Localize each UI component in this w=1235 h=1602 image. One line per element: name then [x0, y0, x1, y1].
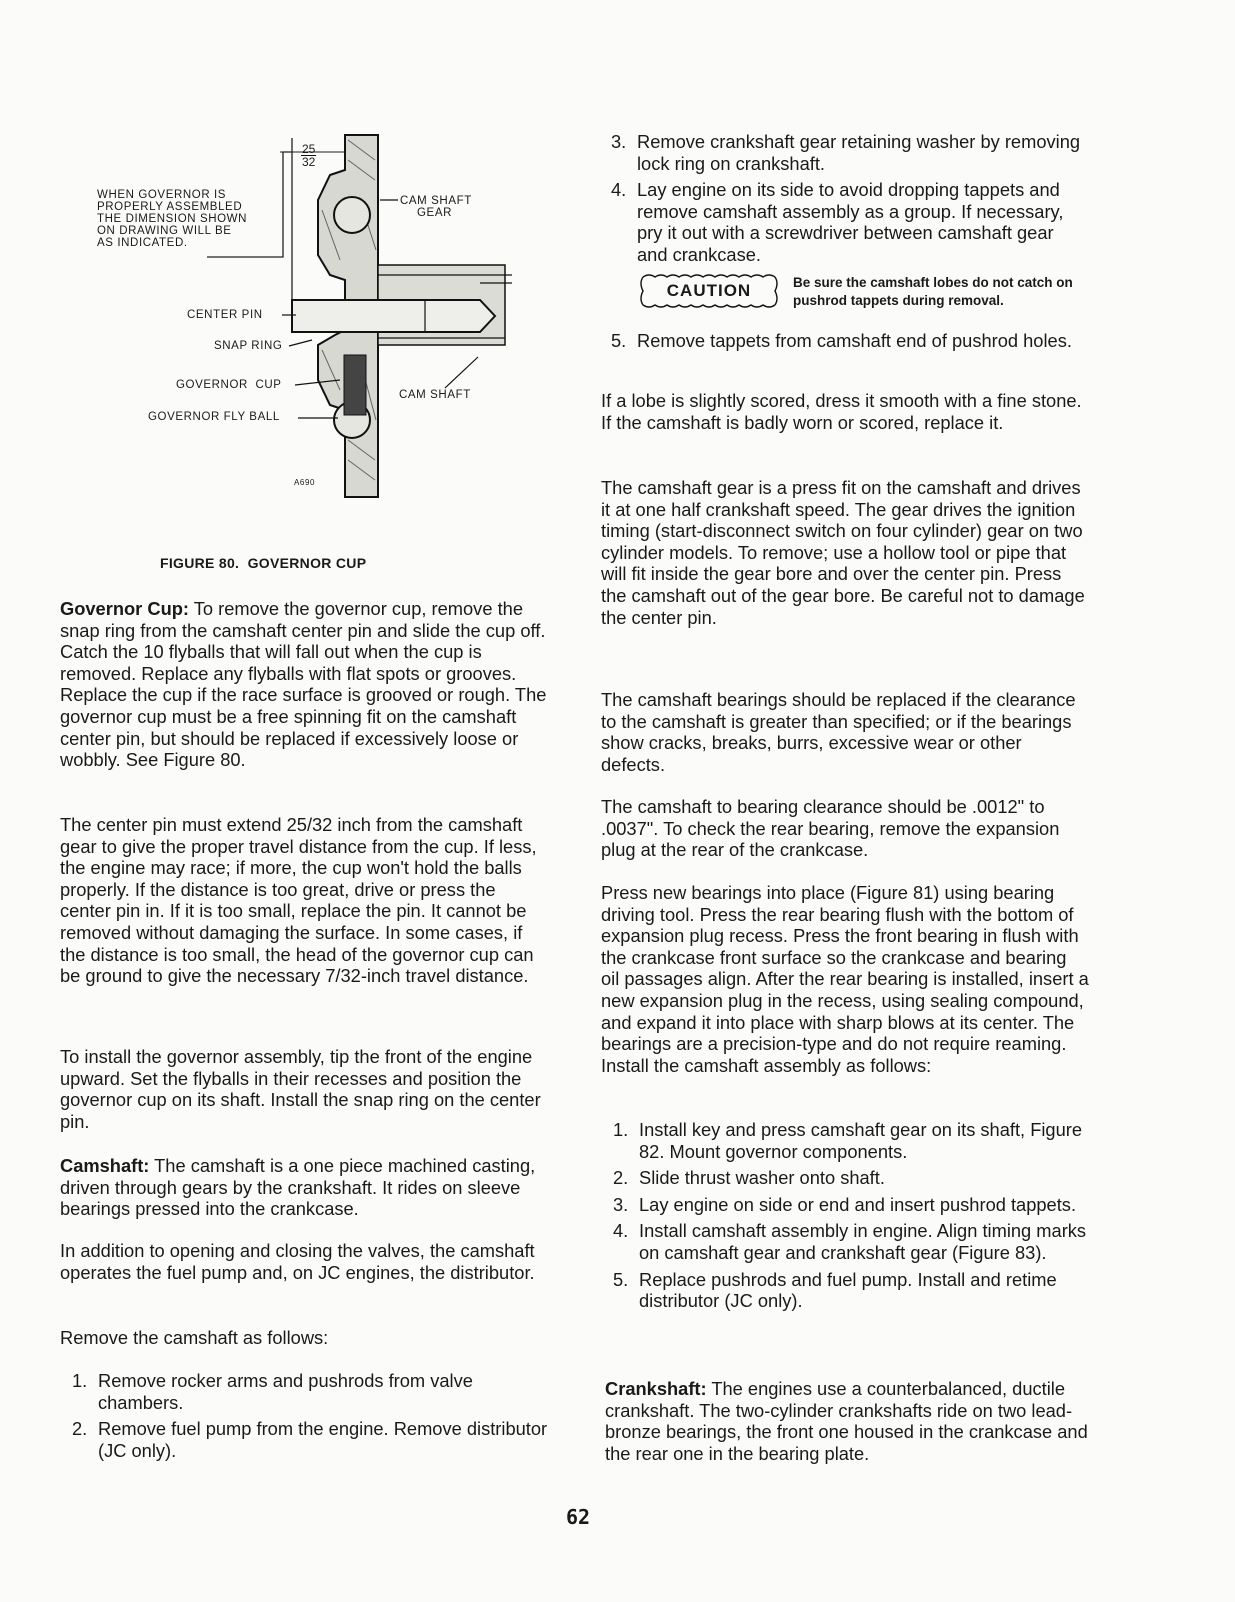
governor-cup-paragraph	[60, 598, 548, 771]
list-item	[601, 1194, 1091, 1216]
list-item	[601, 1220, 1091, 1263]
press-bearings-paragraph: Press new bearings into place (Figure 81) using bearing driving tool. Press the rear bearing flush with the bottom of expansion plug recess. Press the front bearing in flush with the crankcase front surface so the crankcase and bearing oil passages align. After the rear bearing is installed, insert a new expansion plug in the recess, using sealing compound, and expand it into place with sharp blows at its center. The bearings are a precision-type and do not require reaming. Install the camshaft assembly as follows:	[601, 882, 1089, 1076]
figure-note-line: ON DRAWING WILL BE	[97, 225, 232, 237]
governor-cup-heading: Governor Cup:	[60, 598, 189, 619]
crankshaft-heading: Crankshaft:	[605, 1378, 707, 1399]
list-item-text: Install camshaft assembly in engine. Align timing marks on camshaft gear and crankshaft gear (Figure 83).	[639, 1220, 1087, 1263]
list-item	[601, 1167, 1091, 1189]
list-item-number: 3.	[611, 131, 627, 152]
label-cam-shaft-gear-line2: GEAR	[417, 207, 452, 219]
remove-steps-cont-list	[599, 131, 1089, 271]
list-item-text: Install key and press camshaft gear on its shaft, Figure 82. Mount governor components.	[639, 1119, 1083, 1162]
dimension-numerator: 25	[302, 142, 316, 156]
center-pin-paragraph: The center pin must extend 25/32 inch from the camshaft gear to give the proper travel distance from the cup. If less, the engine may race; if more, the cup won't hold the balls properly. If the distance is too great, drive or press the center pin in. If it is too small, replace the pin. It cannot be removed without damaging the surface. In some cases, if the distance is too small, the head of the governor cup can be ground to give the necessary 7/32-inch travel distance.	[60, 814, 537, 987]
label-cam-shaft: CAM SHAFT	[399, 389, 471, 401]
list-item	[601, 1269, 1091, 1312]
list-item-text: Replace pushrods and fuel pump. Install and retime distributor (JC only).	[639, 1268, 1057, 1312]
caution-badge	[639, 273, 779, 309]
caution-label: CAUTION	[666, 281, 752, 300]
figure-ref-code: A690	[294, 478, 316, 487]
camshaft-paragraph	[60, 1155, 548, 1220]
center-pin-shape	[292, 300, 495, 332]
clearance-paragraph: The camshaft to bearing clearance should be .0012" to .0037". To check the rear bearing, remove the expansion plug at the rear of the crankcase.	[601, 796, 1060, 861]
list-item	[599, 330, 1089, 352]
crankshaft-text: The engines use a counterbalanced, ductile crankshaft. The two-cylinder crankshafts ride on two lead-bronze bearings, the front one housed in the crankcase and the rear one in the bearing plate.	[605, 1378, 1088, 1464]
lobe-paragraph: If a lobe is slightly scored, dress it smooth with a fine stone. If the camshaft is badly worn or scored, replace it.	[601, 390, 1082, 433]
list-item-text: Remove crankshaft gear retaining washer by removing lock ring on crankshaft.	[637, 131, 1081, 174]
list-item-number: 4.	[611, 179, 627, 201]
crankshaft-paragraph	[605, 1378, 1089, 1464]
governor-cup-shape	[344, 355, 366, 415]
bearings-paragraph: The camshaft bearings should be replaced if the clearance to the camshaft is greater than specified; or if the bearings show cracks, breaks, burrs, excessive wear or other defects.	[601, 689, 1076, 775]
addition-paragraph: In addition to opening and closing the valves, the camshaft operates the fuel pump and, on JC engines, the distributor.	[60, 1240, 535, 1283]
list-item-number: 5.	[611, 330, 627, 351]
list-item-text: Slide thrust washer onto shaft.	[639, 1167, 885, 1189]
list-item-text: Remove tappets from camshaft end of pushrod holes.	[637, 330, 1072, 351]
list-item-number: 1.	[613, 1119, 629, 1140]
list-item	[599, 131, 1089, 174]
list-item-text: Remove rocker arms and pushrods from valve chambers.	[98, 1370, 473, 1413]
list-item-text: Lay engine on side or end and insert pushrod tappets.	[639, 1193, 1077, 1215]
list-item-number: 4.	[613, 1220, 629, 1242]
camshaft-gear-paragraph: The camshaft gear is a press fit on the camshaft and drives it at one half crankshaft speed. The gear drives the ignition timing (start-disconnect switch on four cylinder) gear on two cylinder models. To remove; use a hollow tool or pipe that will fit inside the gear bore and over the center pin. Press the camshaft out of the gear bore. Be careful not to damage the center pin.	[601, 477, 1085, 628]
label-governor-cup: GOVERNOR CUP	[176, 379, 282, 391]
governor-cup-drawing	[0, 0, 560, 520]
camshaft-heading: Camshaft:	[60, 1155, 150, 1176]
list-item-number: 1.	[72, 1370, 88, 1391]
figure-note-line: WHEN GOVERNOR IS	[97, 189, 227, 201]
list-item-number: 2.	[72, 1418, 88, 1440]
list-item	[599, 179, 1089, 265]
remove-intro: Remove the camshaft as follows:	[60, 1327, 329, 1348]
label-cam-shaft-gear-line1: CAM SHAFT	[400, 195, 472, 207]
figure-note-line: THE DIMENSION SHOWN	[97, 213, 248, 225]
list-item-number: 5.	[613, 1268, 629, 1290]
list-item-number: 2.	[613, 1167, 629, 1189]
list-item	[601, 1119, 1091, 1162]
install-governor-paragraph: To install the governor assembly, tip the front of the engine upward. Set the flyballs in their recesses and position the governor cup on its shaft. Install the snap ring on the center pin.	[60, 1046, 541, 1132]
figure-note-line: PROPERLY ASSEMBLED	[97, 201, 243, 213]
label-governor-fly-ball: GOVERNOR FLY BALL	[148, 411, 280, 423]
list-item	[60, 1418, 554, 1461]
dimension-label	[301, 143, 316, 168]
figure-note-line: AS INDICATED.	[97, 237, 188, 249]
caution-text: Be sure the camshaft lobes do not catch on pushrod tappets during removal.	[793, 275, 1073, 308]
governor-cup-text: To remove the governor cup, remove the snap ring from the camshaft center pin and slide the cup off. Catch the 10 flyballs that will fall out when the cup is removed. Replace any flyballs with flat spots or grooves. Replace the cup if the race surface is grooved or rough. The governor cup must be a free spinning fit on the camshaft center pin, but should be replaced if excessively loose or wobbly. See Figure 80.	[60, 598, 547, 771]
camshaft-text: The camshaft is a one piece machined casting, driven through gears by the crankshaft. It rides on sleeve bearings pressed into the crankcase.	[60, 1155, 536, 1220]
list-item-text: Lay engine on its side to avoid dropping tappets and remove camshaft assembly as a group. If necessary, pry it out with a screwdriver between camshaft gear and crankcase.	[637, 179, 1064, 265]
list-item-text: Remove fuel pump from the engine. Remove distributor (JC only).	[98, 1418, 548, 1461]
list-item	[60, 1370, 554, 1413]
fly-ball-upper	[334, 197, 370, 233]
remove-step5-list	[599, 330, 1089, 357]
label-snap-ring: SNAP RING	[214, 340, 283, 352]
page-number: 62	[566, 1505, 591, 1529]
install-steps-list	[601, 1119, 1091, 1317]
label-center-pin: CENTER PIN	[187, 309, 263, 321]
list-item-number: 3.	[613, 1193, 629, 1215]
note-leader	[207, 152, 292, 257]
label-cam-shaft-gear	[400, 195, 472, 219]
remove-steps-list	[60, 1370, 554, 1466]
dimension-denominator: 32	[302, 155, 316, 169]
figure-caption: FIGURE 80. GOVERNOR CUP	[160, 555, 367, 571]
